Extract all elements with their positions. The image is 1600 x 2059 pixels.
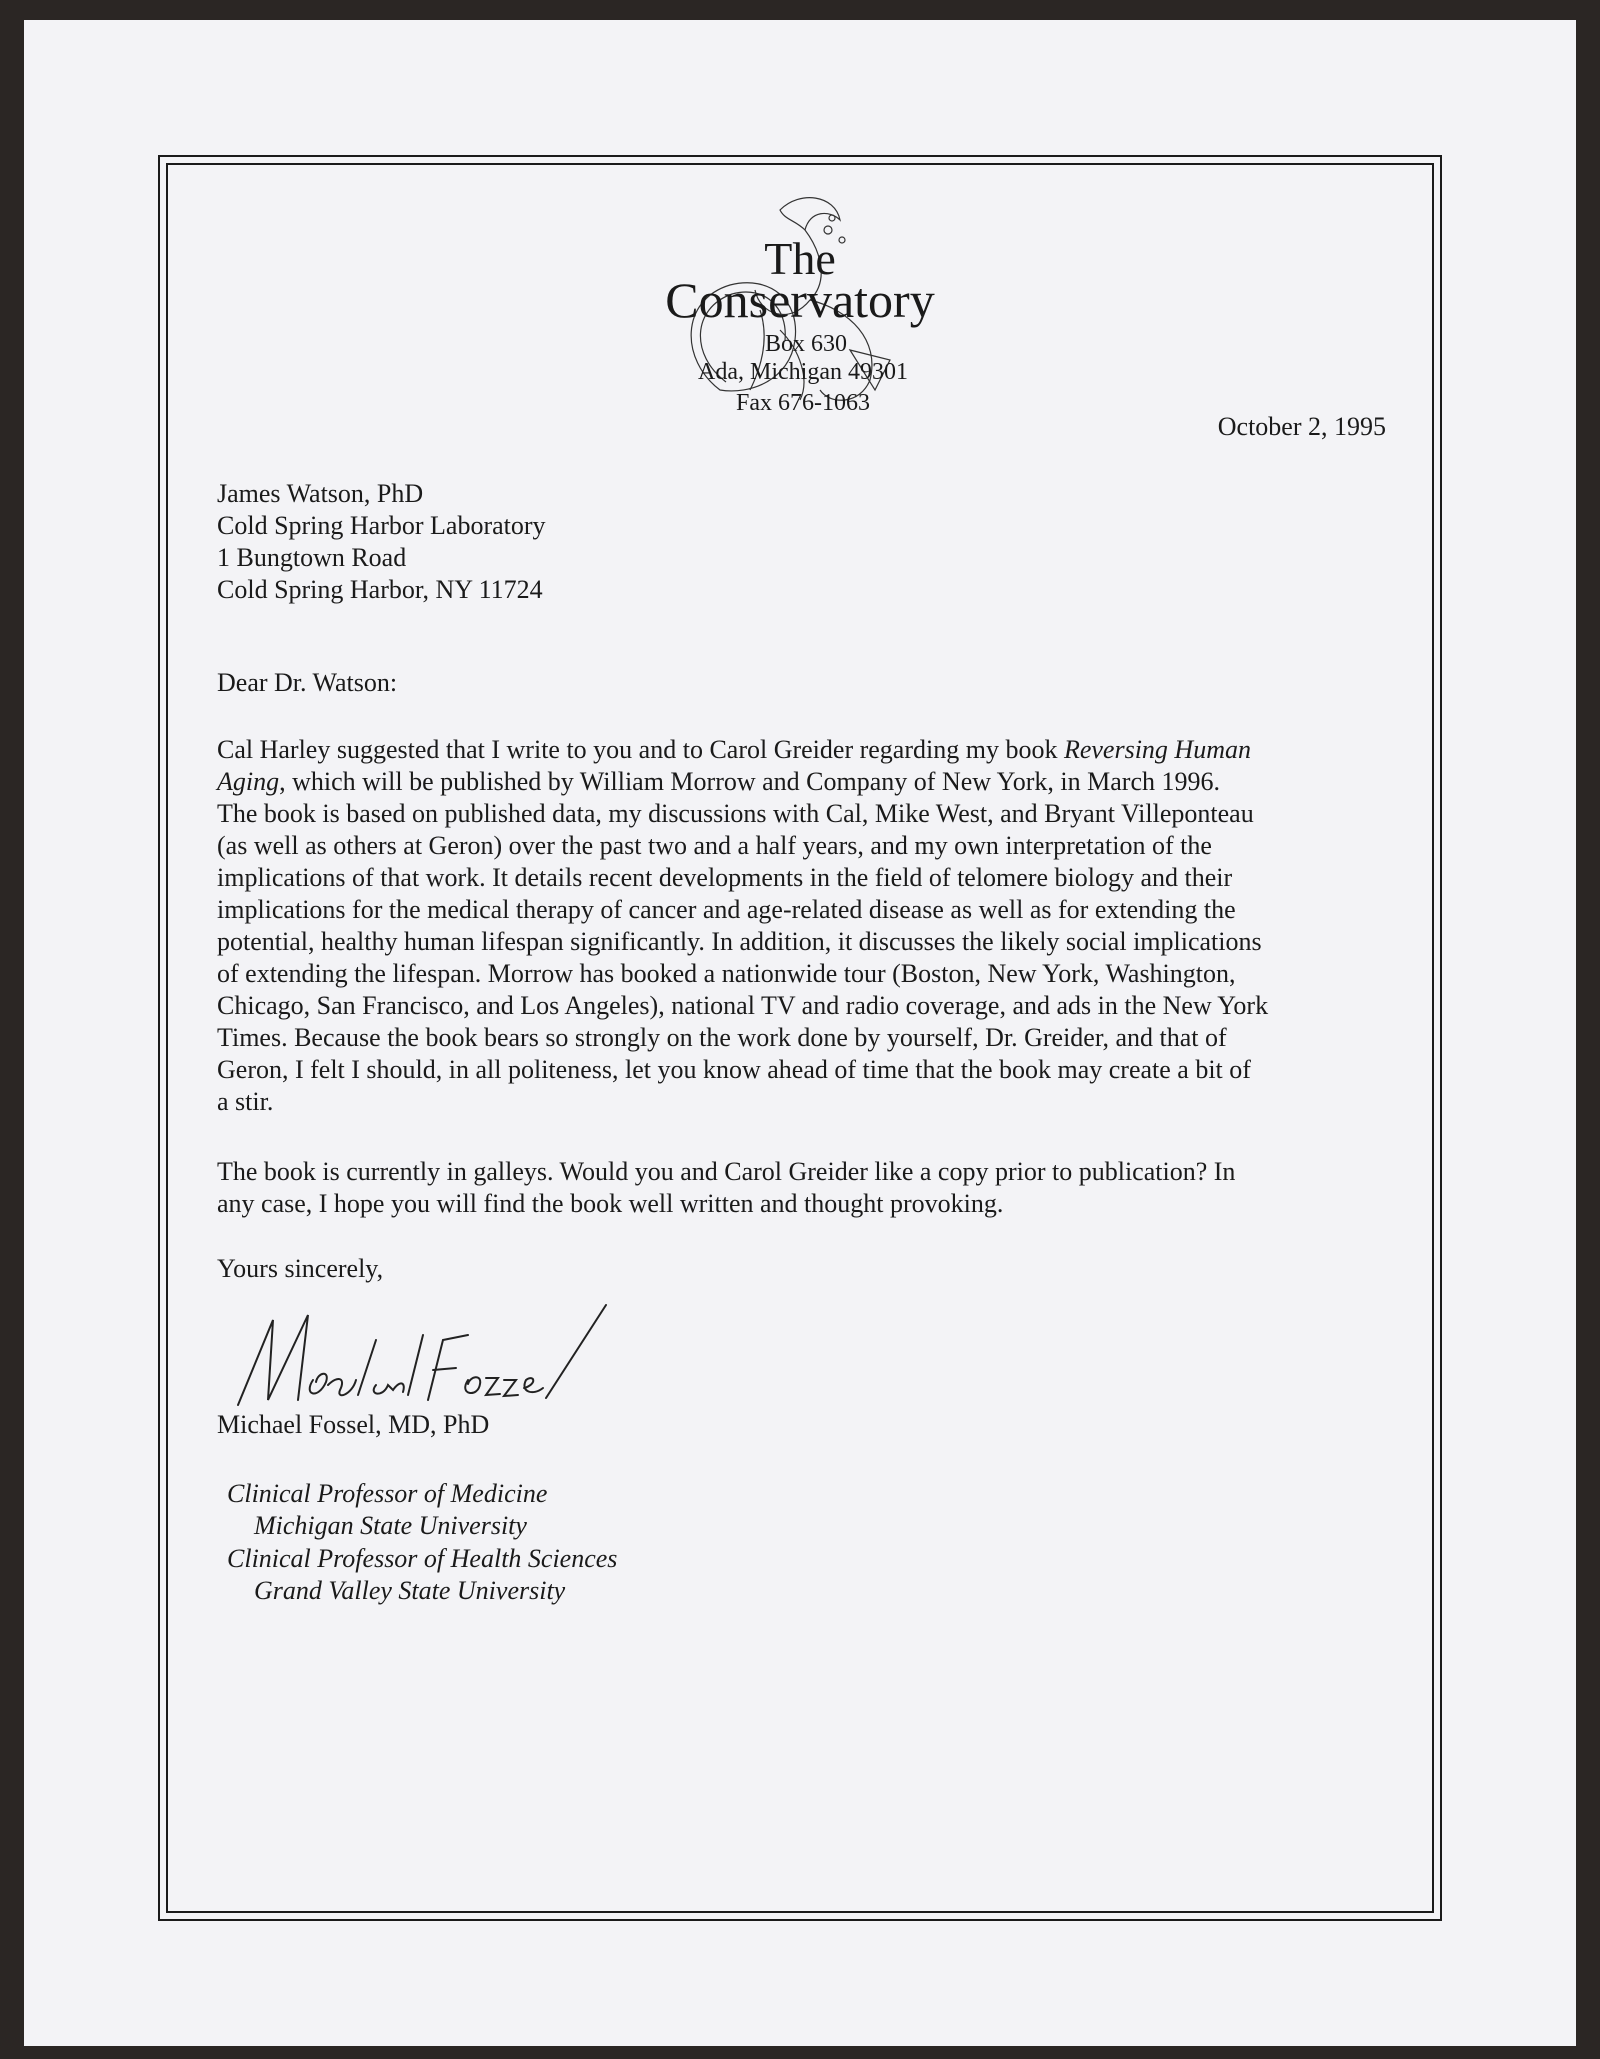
letterhead-fax: Fax 676-1063 [736,390,870,416]
body-line: implications of that work. It details recent developments in the field of telomere biology and their [217,863,1233,892]
sender-affiliation: Grand Valley State University [254,1576,566,1605]
closing: Yours sincerely, [217,1254,384,1283]
recipient-line: Cold Spring Harbor, NY 11724 [217,575,543,604]
sender-affiliation: Michigan State University [254,1511,527,1540]
body-text: Cal Harley suggested that I write to you and to Carol Greider regarding my book [217,735,1064,764]
letterhead-name-line2: Conservatory [665,272,935,328]
letterhead-address-box: Box 630 [764,331,848,357]
body-line: any case, I hope you will find the book well written and thought provoking. [217,1189,1004,1218]
body-line: potential, healthy human lifespan significantly. In addition, it discusses the likely social implications [217,927,1262,956]
body-line: a stir. [217,1087,274,1116]
body-line: The book is based on published data, my discussions with Cal, Mike West, and Bryant Villeponteau [217,799,1254,828]
body-line: Times. Because the book bears so strongly on the work done by yourself, Dr. Greider, and that of [217,1023,1227,1052]
letterhead-name-line1: The [764,233,836,284]
body-line: Geron, I felt I should, in all politeness, let you know ahead of time that the book may create a bit of [217,1055,1251,1084]
body-line [217,766,1220,798]
recipient-line: James Watson, PhD [217,479,424,508]
body-line [217,734,1251,766]
book-title: Reversing Human [1063,735,1251,764]
body-text: , which will be published by William Morrow and Company of New York, in March 1996. [279,767,1220,796]
recipient-line: 1 Bungtown Road [217,543,407,572]
sender-title: Clinical Professor of Medicine [227,1479,548,1508]
body-line: implications for the medical therapy of cancer and age-related disease as well as for extending the [217,895,1236,924]
letterhead-address-city: Ada, Michigan 49301 [698,359,908,385]
handwritten-signature [228,1300,628,1420]
body-line: Chicago, San Francisco, and Los Angeles), national TV and radio coverage, and ads in the New York [217,991,1269,1020]
sender-name: Michael Fossel, MD, PhD [217,1410,490,1439]
sender-title: Clinical Professor of Health Sciences [227,1544,618,1573]
body-line: The book is currently in galleys. Would you and Carol Greider like a copy prior to publication? In [217,1157,1236,1186]
salutation: Dear Dr. Watson: [217,668,398,697]
book-title: Aging [217,767,280,796]
recipient-line: Cold Spring Harbor Laboratory [217,511,546,540]
body-line: (as well as others at Geron) over the past two and a half years, and my own interpretation of the [217,831,1212,860]
letter-date: October 2, 1995 [1217,412,1386,441]
body-line: of extending the lifespan. Morrow has booked a nationwide tour (Boston, New York, Washington, [217,959,1236,988]
